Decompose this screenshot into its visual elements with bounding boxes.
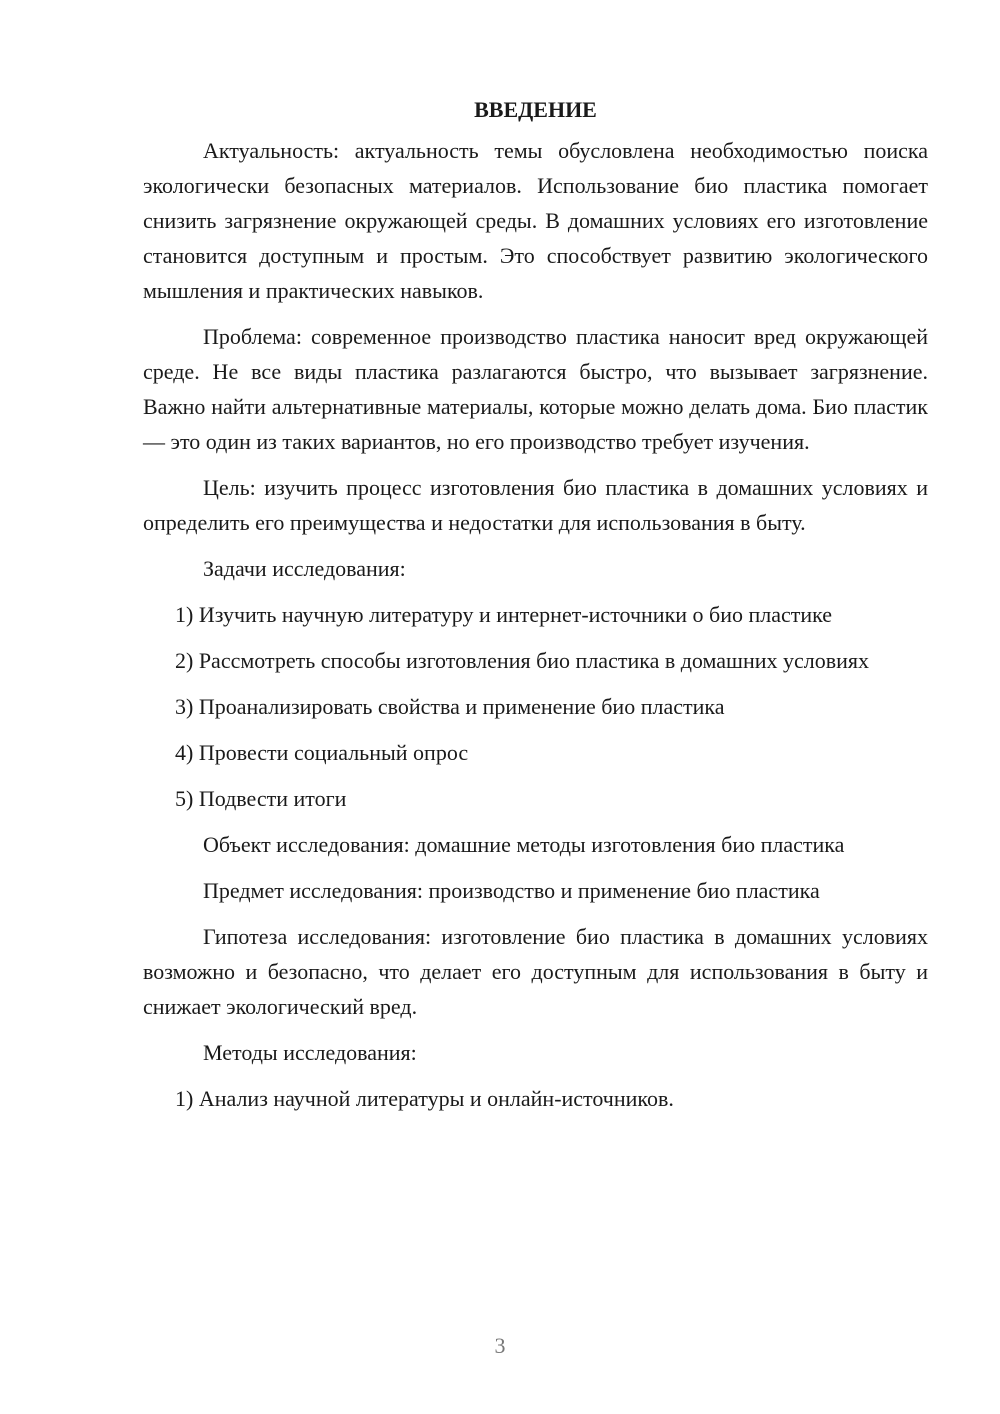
document-body	[143, 92, 928, 1127]
tasks-list	[143, 597, 928, 816]
hypothesis-paragraph: Гипотеза исследования: изготовление био пластика в домашних условиях возможно и безопасно, что делает его доступным для использования в быту и снижает экологический вред.	[143, 924, 928, 1019]
goal-paragraph: Цель: изучить процесс изготовления био пластика в домашних условиях и определить его преимущества и недостатки для использования в быту.	[143, 475, 928, 535]
object-paragraph: Объект исследования: домашние методы изготовления био пластика	[203, 832, 845, 857]
page-number: 3	[494, 1333, 506, 1358]
methods-list	[143, 1081, 928, 1116]
task-item: 2) Рассмотреть способы изготовления био пластика в домашних условиях	[175, 648, 870, 673]
task-item: 5) Подвести итоги	[175, 786, 347, 811]
problem-paragraph: Проблема: современное производство пластика наносит вред окружающей среде. Не все виды пластика разлагаются быстро, что вызывает загрязнение. Важно найти альтернативные материалы, которые можно делать дома. Био пластик — это один из таких вариантов, но его производство требует изучения.	[143, 324, 928, 454]
methods-heading: Методы исследования:	[203, 1040, 417, 1065]
task-item: 4) Провести социальный опрос	[175, 740, 469, 765]
section-title: ВВЕДЕНИЕ	[474, 97, 597, 122]
tasks-heading: Задачи исследования:	[203, 556, 406, 581]
relevance-paragraph: Актуальность: актуальность темы обусловлена необходимостью поиска экологически безопасных материалов. Использование био пластика помогает снизить загрязнение окружающей среды. В домашних условиях его изготовление становится доступным и простым. Это способствует развитию экологического мышления и практических навыков.	[143, 138, 928, 303]
task-item: 1) Изучить научную литературу и интернет-источники о био пластике	[175, 602, 833, 627]
method-item: 1) Анализ научной литературы и онлайн-источников.	[175, 1086, 674, 1111]
subject-paragraph: Предмет исследования: производство и применение био пластика	[203, 878, 820, 903]
task-item: 3) Проанализировать свойства и применение био пластика	[175, 694, 725, 719]
